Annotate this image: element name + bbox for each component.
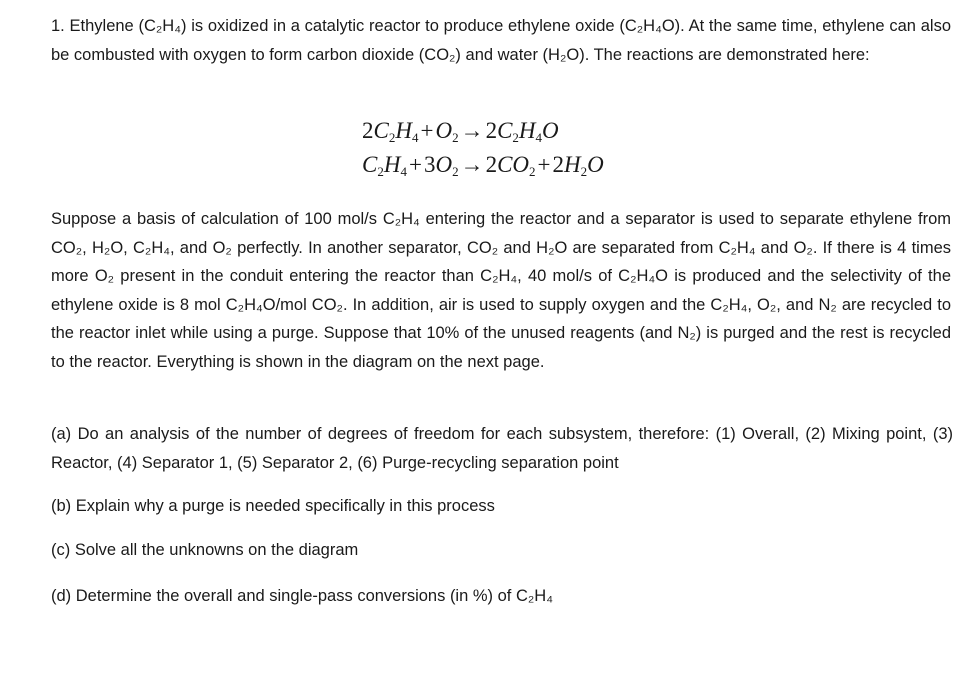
question-a: (a) Do an analysis of the number of degrees of freedom for each subsystem, therefore: (1) Overall, (2) Mixing point, (3) Reactor, (4) Separator 1, (5) Separator 2, (6) Purge-recycling separation point: [51, 425, 953, 472]
question-b: (b) Explain why a purge is needed specifically in this process: [51, 497, 495, 515]
question-d: (d) Determine the overall and single-pass conversions (in %) of C₂H₄: [51, 587, 553, 605]
problem-intro-paragraph: 1. Ethylene (C₂H₄) is oxidized in a catalytic reactor to produce ethylene oxide (C₂H₄O). At the same time, ethylene can also be combusted with oxygen to form carbon dioxide (CO₂) and water (H₂O). The reactions are demonstrated here:: [51, 17, 951, 64]
question-c: (c) Solve all the unknowns on the diagram: [51, 541, 359, 559]
combustion-equation: $C_2H_4+3O_2\to 2CO_2+2H_2O$: [362, 152, 604, 179]
problem-body-paragraph: Suppose a basis of calculation of 100 mol/s C₂H₄ entering the reactor and a separator is used to separate ethylene from CO₂, H₂O, C₂H₄, and O₂ perfectly. In another separator, CO₂ and H₂O are separated from C₂H₄ and O₂. If there is 4 times more O₂ present in the conduit entering the reactor than C₂H₄, 40 mol/s of C₂H₄O is produced and the selectivity of the ethylene oxide is 8 mol C₂H₄O/mol CO₂. In addition, air is used to supply oxygen and the C₂H₄, O₂, and N₂ are recycled to the reactor inlet while using a purge. Suppose that 10% of the unused reagents (and N₂) is purged and the rest is recycled to the reactor. Everything is shown in the diagram on the next page.: [51, 210, 951, 371]
oxidation-equation: $2C_2H_4+O_2\to 2C_2H_4O$: [362, 118, 559, 145]
